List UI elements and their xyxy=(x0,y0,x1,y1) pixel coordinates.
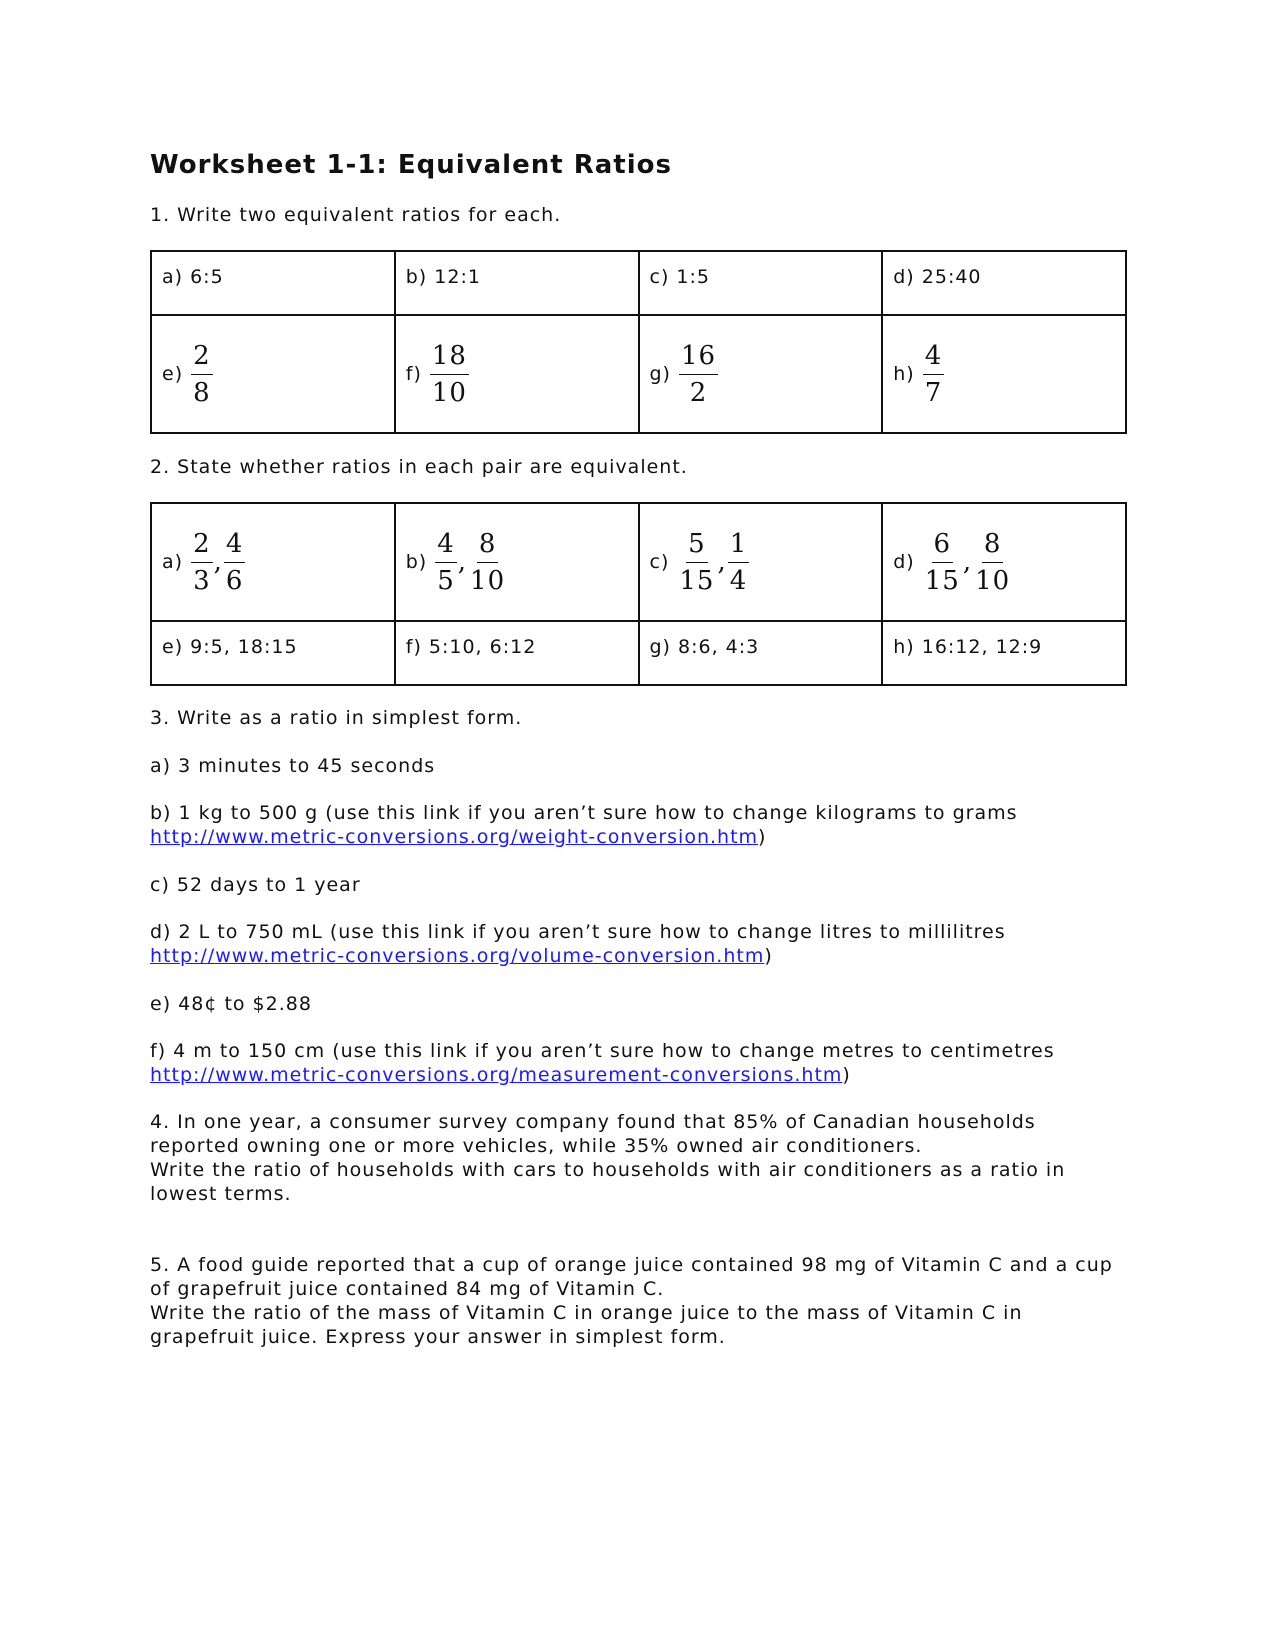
measurement-conversion-link[interactable]: http://www.metric-conversions.org/measurement-conversions.htm xyxy=(150,1064,843,1086)
comma: , xyxy=(962,547,973,577)
q1-cell-h xyxy=(882,315,1126,433)
question-3c: c) 52 days to 1 year xyxy=(150,874,361,896)
weight-conversion-link[interactable]: http://www.metric-conversions.org/weight-conversion.htm xyxy=(150,826,759,848)
numerator: 6 xyxy=(932,528,954,563)
q2-cell-b xyxy=(395,503,639,621)
numerator: 8 xyxy=(477,528,499,563)
q1-cell-e xyxy=(151,315,395,433)
q1-cell-d: d) 25:40 xyxy=(882,251,1126,315)
closing-paren: ) xyxy=(764,945,773,967)
question-3e: e) 48¢ to $2.88 xyxy=(150,993,312,1015)
question-4-line-2: reported owning one or more vehicles, while 35% owned air conditioners. xyxy=(150,1135,923,1157)
fraction xyxy=(923,528,962,597)
question-3d-link-line xyxy=(150,944,773,969)
fraction xyxy=(728,528,750,597)
fraction xyxy=(430,340,469,409)
question-2-table xyxy=(150,502,1127,686)
q1-cell-g xyxy=(639,315,883,433)
denominator: 15 xyxy=(924,565,960,596)
q1-label-h: h) xyxy=(893,363,915,385)
numerator: 16 xyxy=(679,340,718,375)
denominator: 3 xyxy=(193,565,211,596)
question-3a: a) 3 minutes to 45 seconds xyxy=(150,755,436,777)
comma: , xyxy=(457,547,468,577)
numerator: 4 xyxy=(435,528,457,563)
numerator: 5 xyxy=(686,528,708,563)
numerator: 4 xyxy=(923,340,945,375)
q1-cell-c: c) 1:5 xyxy=(639,251,883,315)
question-5-line-2: of grapefruit juice contained 84 mg of Vitamin C. xyxy=(150,1278,665,1300)
fraction xyxy=(923,340,945,409)
numerator: 2 xyxy=(191,528,213,563)
question-3f: f) 4 m to 150 cm (use this link if you aren’t sure how to change metres to centimetres xyxy=(150,1040,1055,1062)
numerator: 18 xyxy=(430,340,469,375)
fraction xyxy=(679,340,718,409)
q2-label-a: a) xyxy=(162,551,184,573)
q2-cell-c xyxy=(639,503,883,621)
denominator: 7 xyxy=(924,377,943,408)
q2-label-d: d) xyxy=(893,551,915,573)
q2-cell-g: g) 8:6, 4:3 xyxy=(639,621,883,685)
q1-cell-a: a) 6:5 xyxy=(151,251,395,315)
denominator: 2 xyxy=(689,377,708,408)
question-5-line-4: grapefruit juice. Express your answer in simplest form. xyxy=(150,1326,726,1348)
question-1-table xyxy=(150,250,1127,434)
question-5-line-3: Write the ratio of the mass of Vitamin C in orange juice to the mass of Vitamin C in xyxy=(150,1302,1023,1324)
comma: , xyxy=(213,547,223,577)
question-4-line-4: lowest terms. xyxy=(150,1183,292,1205)
question-5-line-1: 5. A food guide reported that a cup of orange juice contained 98 mg of Vitamin C and a cup xyxy=(150,1254,1113,1276)
fraction xyxy=(435,528,457,597)
q2-cell-f: f) 5:10, 6:12 xyxy=(395,621,639,685)
denominator: 6 xyxy=(225,565,244,596)
denominator: 4 xyxy=(729,565,748,596)
question-3d: d) 2 L to 750 mL (use this link if you aren’t sure how to change litres to millilitres xyxy=(150,921,1006,943)
q1-label-g: g) xyxy=(649,363,671,385)
denominator: 15 xyxy=(679,565,715,596)
comma: , xyxy=(717,547,727,577)
q1-label-e: e) xyxy=(162,363,184,385)
denominator: 8 xyxy=(193,377,211,408)
q2-cell-d xyxy=(882,503,1126,621)
numerator: 1 xyxy=(728,528,750,563)
page-title: Worksheet 1-1: Equivalent Ratios xyxy=(150,150,672,180)
fraction xyxy=(973,528,1012,597)
q1-cell-f xyxy=(395,315,639,433)
numerator: 4 xyxy=(224,528,246,563)
q1-label-f: f) xyxy=(405,363,422,385)
fraction xyxy=(677,528,716,597)
q2-label-c: c) xyxy=(649,551,670,573)
fraction xyxy=(191,340,213,409)
q2-cell-h: h) 16:12, 12:9 xyxy=(882,621,1126,685)
denominator: 10 xyxy=(975,565,1011,596)
question-3-prompt: 3. Write as a ratio in simplest form. xyxy=(150,707,523,729)
numerator: 2 xyxy=(191,340,213,375)
denominator: 10 xyxy=(431,377,467,408)
question-4-line-3: Write the ratio of households with cars to households with air conditioners as a ratio in xyxy=(150,1159,1066,1181)
question-3b: b) 1 kg to 500 g (use this link if you aren’t sure how to change kilograms to grams xyxy=(150,802,1018,824)
question-3b-link-line xyxy=(150,825,766,850)
question-3f-link-line xyxy=(150,1063,851,1088)
fraction xyxy=(224,528,246,597)
q2-cell-e: e) 9:5, 18:15 xyxy=(151,621,395,685)
question-1-prompt: 1. Write two equivalent ratios for each. xyxy=(150,204,562,226)
fraction xyxy=(468,528,507,597)
fraction xyxy=(191,528,213,597)
closing-paren: ) xyxy=(758,826,767,848)
closing-paren: ) xyxy=(842,1064,851,1086)
question-2-prompt: 2. State whether ratios in each pair are equivalent. xyxy=(150,456,688,478)
denominator: 5 xyxy=(437,565,455,596)
q2-cell-a xyxy=(151,503,395,621)
numerator: 8 xyxy=(982,528,1004,563)
q2-label-b: b) xyxy=(405,551,428,573)
volume-conversion-link[interactable]: http://www.metric-conversions.org/volume-conversion.htm xyxy=(150,945,765,967)
q1-cell-b: b) 12:1 xyxy=(395,251,639,315)
question-4-line-1: 4. In one year, a consumer survey company found that 85% of Canadian households xyxy=(150,1111,1036,1133)
denominator: 10 xyxy=(470,565,506,596)
